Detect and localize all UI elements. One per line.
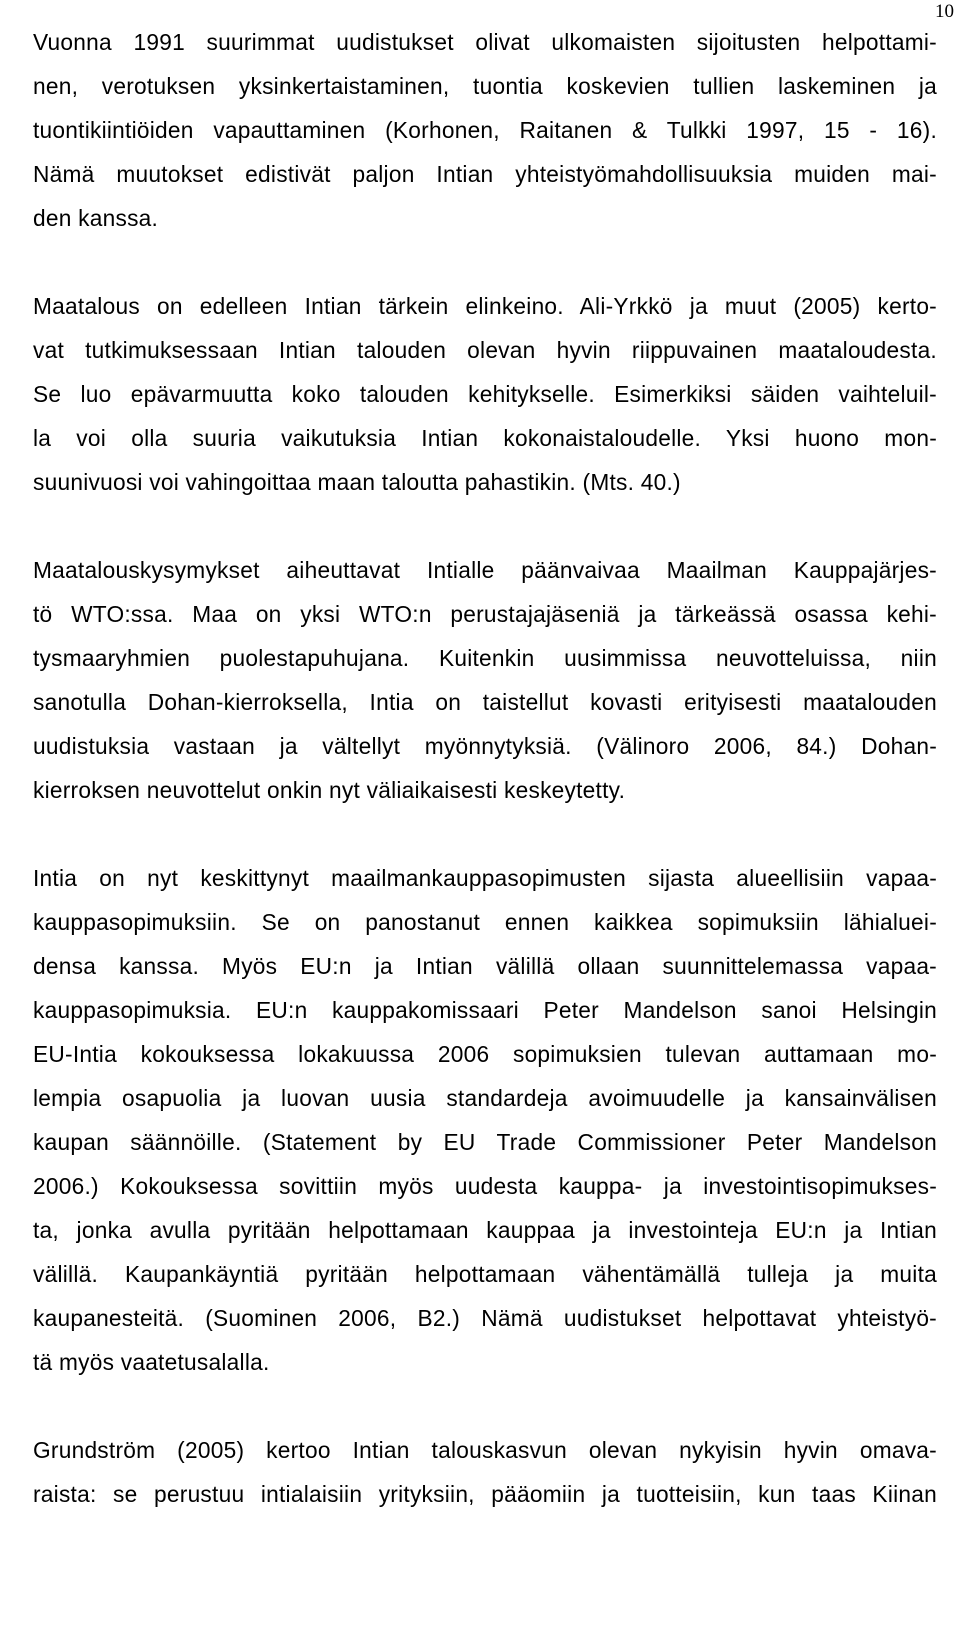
paragraph <box>33 856 937 1384</box>
text-line: tysmaaryhmien puolestapuhujana. Kuitenkin uusimmissa neuvotteluissa, niin <box>33 645 937 671</box>
paragraph-gap <box>33 504 937 548</box>
text-line: EU-Intia kokouksessa lokakuussa 2006 sopimuksien tulevan auttamaan mo- <box>33 1041 937 1067</box>
text-line: välillä. Kaupankäyntiä pyritään helpottamaan vähentämällä tulleja ja muita <box>33 1261 937 1287</box>
text-line: kierroksen neuvottelut onkin nyt väliaikaisesti keskeytetty. <box>33 777 626 803</box>
text-line: suunivuosi voi vahingoittaa maan taloutta pahastikin. (Mts. 40.) <box>33 469 681 495</box>
text-line: Se luo epävarmuutta koko talouden kehitykselle. Esimerkiksi säiden vaihteluil- <box>33 381 937 407</box>
text-line: 2006.) Kokouksessa sovittiin myös uudesta kauppa- ja investointisopimukses- <box>33 1173 937 1199</box>
paragraph <box>33 20 937 240</box>
text-line: den kanssa. <box>33 205 159 231</box>
paragraph-gap <box>33 1384 937 1428</box>
text-line: densa kanssa. Myös EU:n ja Intian välillä ollaan suunnittelemassa vapaa- <box>33 953 937 979</box>
text-line: kauppasopimuksia. EU:n kauppakomissaari Peter Mandelson sanoi Helsingin <box>33 997 937 1023</box>
text-line: raista: se perustuu intialaisiin yrityksiin, pääomiin ja tuotteisiin, kun taas Kiinan <box>33 1481 937 1507</box>
paragraph-gap <box>33 240 937 284</box>
paragraph <box>33 548 937 812</box>
paragraph <box>33 1428 937 1516</box>
text-line: kaupan säännöille. (Statement by EU Trade Commissioner Peter Mandelson <box>33 1129 937 1155</box>
text-line: Vuonna 1991 suurimmat uudistukset olivat ulkomaisten sijoitusten helpottami- <box>33 29 937 55</box>
paragraph <box>33 284 937 504</box>
paragraph-gap <box>33 812 937 856</box>
text-line: kauppasopimuksiin. Se on panostanut ennen kaikkea sopimuksiin lähialuei- <box>33 909 937 935</box>
text-line: vat tutkimuksessaan Intian talouden olevan hyvin riippuvainen maataloudesta. <box>33 337 937 363</box>
text-line: Nämä muutokset edistivät paljon Intian yhteistyömahdollisuuksia muiden mai- <box>33 161 937 187</box>
text-line: Intia on nyt keskittynyt maailmankauppasopimusten sijasta alueellisiin vapaa- <box>33 865 937 891</box>
text-line: tuontikiintiöiden vapauttaminen (Korhonen, Raitanen & Tulkki 1997, 15 - 16). <box>33 117 937 143</box>
page-number: 10 <box>935 1 954 22</box>
text-line: nen, verotuksen yksinkertaistaminen, tuontia koskevien tullien laskeminen ja <box>33 73 937 99</box>
text-line: tö WTO:ssa. Maa on yksi WTO:n perustajajäseniä ja tärkeässä osassa kehi- <box>33 601 937 627</box>
text-line: Maatalouskysymykset aiheuttavat Intialle päänvaivaa Maailman Kauppajärjes- <box>33 557 937 583</box>
text-line: uudistuksia vastaan ja vältellyt myönnytyksiä. (Välinoro 2006, 84.) Dohan- <box>33 733 937 759</box>
text-line: lempia osapuolia ja luovan uusia standardeja avoimuudelle ja kansainvälisen <box>33 1085 937 1111</box>
text-line: tä myös vaatetusalalla. <box>33 1349 270 1375</box>
text-line: sanotulla Dohan-kierroksella, Intia on taistellut kovasti erityisesti maatalouden <box>33 689 937 715</box>
text-line: kaupanesteitä. (Suominen 2006, B2.) Nämä uudistukset helpottavat yhteistyö- <box>33 1305 937 1331</box>
text-line: la voi olla suuria vaikutuksia Intian kokonaistaloudelle. Yksi huono mon- <box>33 425 937 451</box>
text-line: ta, jonka avulla pyritään helpottamaan kauppaa ja investointeja EU:n ja Intian <box>33 1217 937 1243</box>
text-line: Maatalous on edelleen Intian tärkein elinkeino. Ali-Yrkkö ja muut (2005) kerto- <box>33 293 937 319</box>
document-body <box>33 20 937 1516</box>
text-line: Grundström (2005) kertoo Intian talouskasvun olevan nykyisin hyvin omava- <box>33 1437 937 1463</box>
